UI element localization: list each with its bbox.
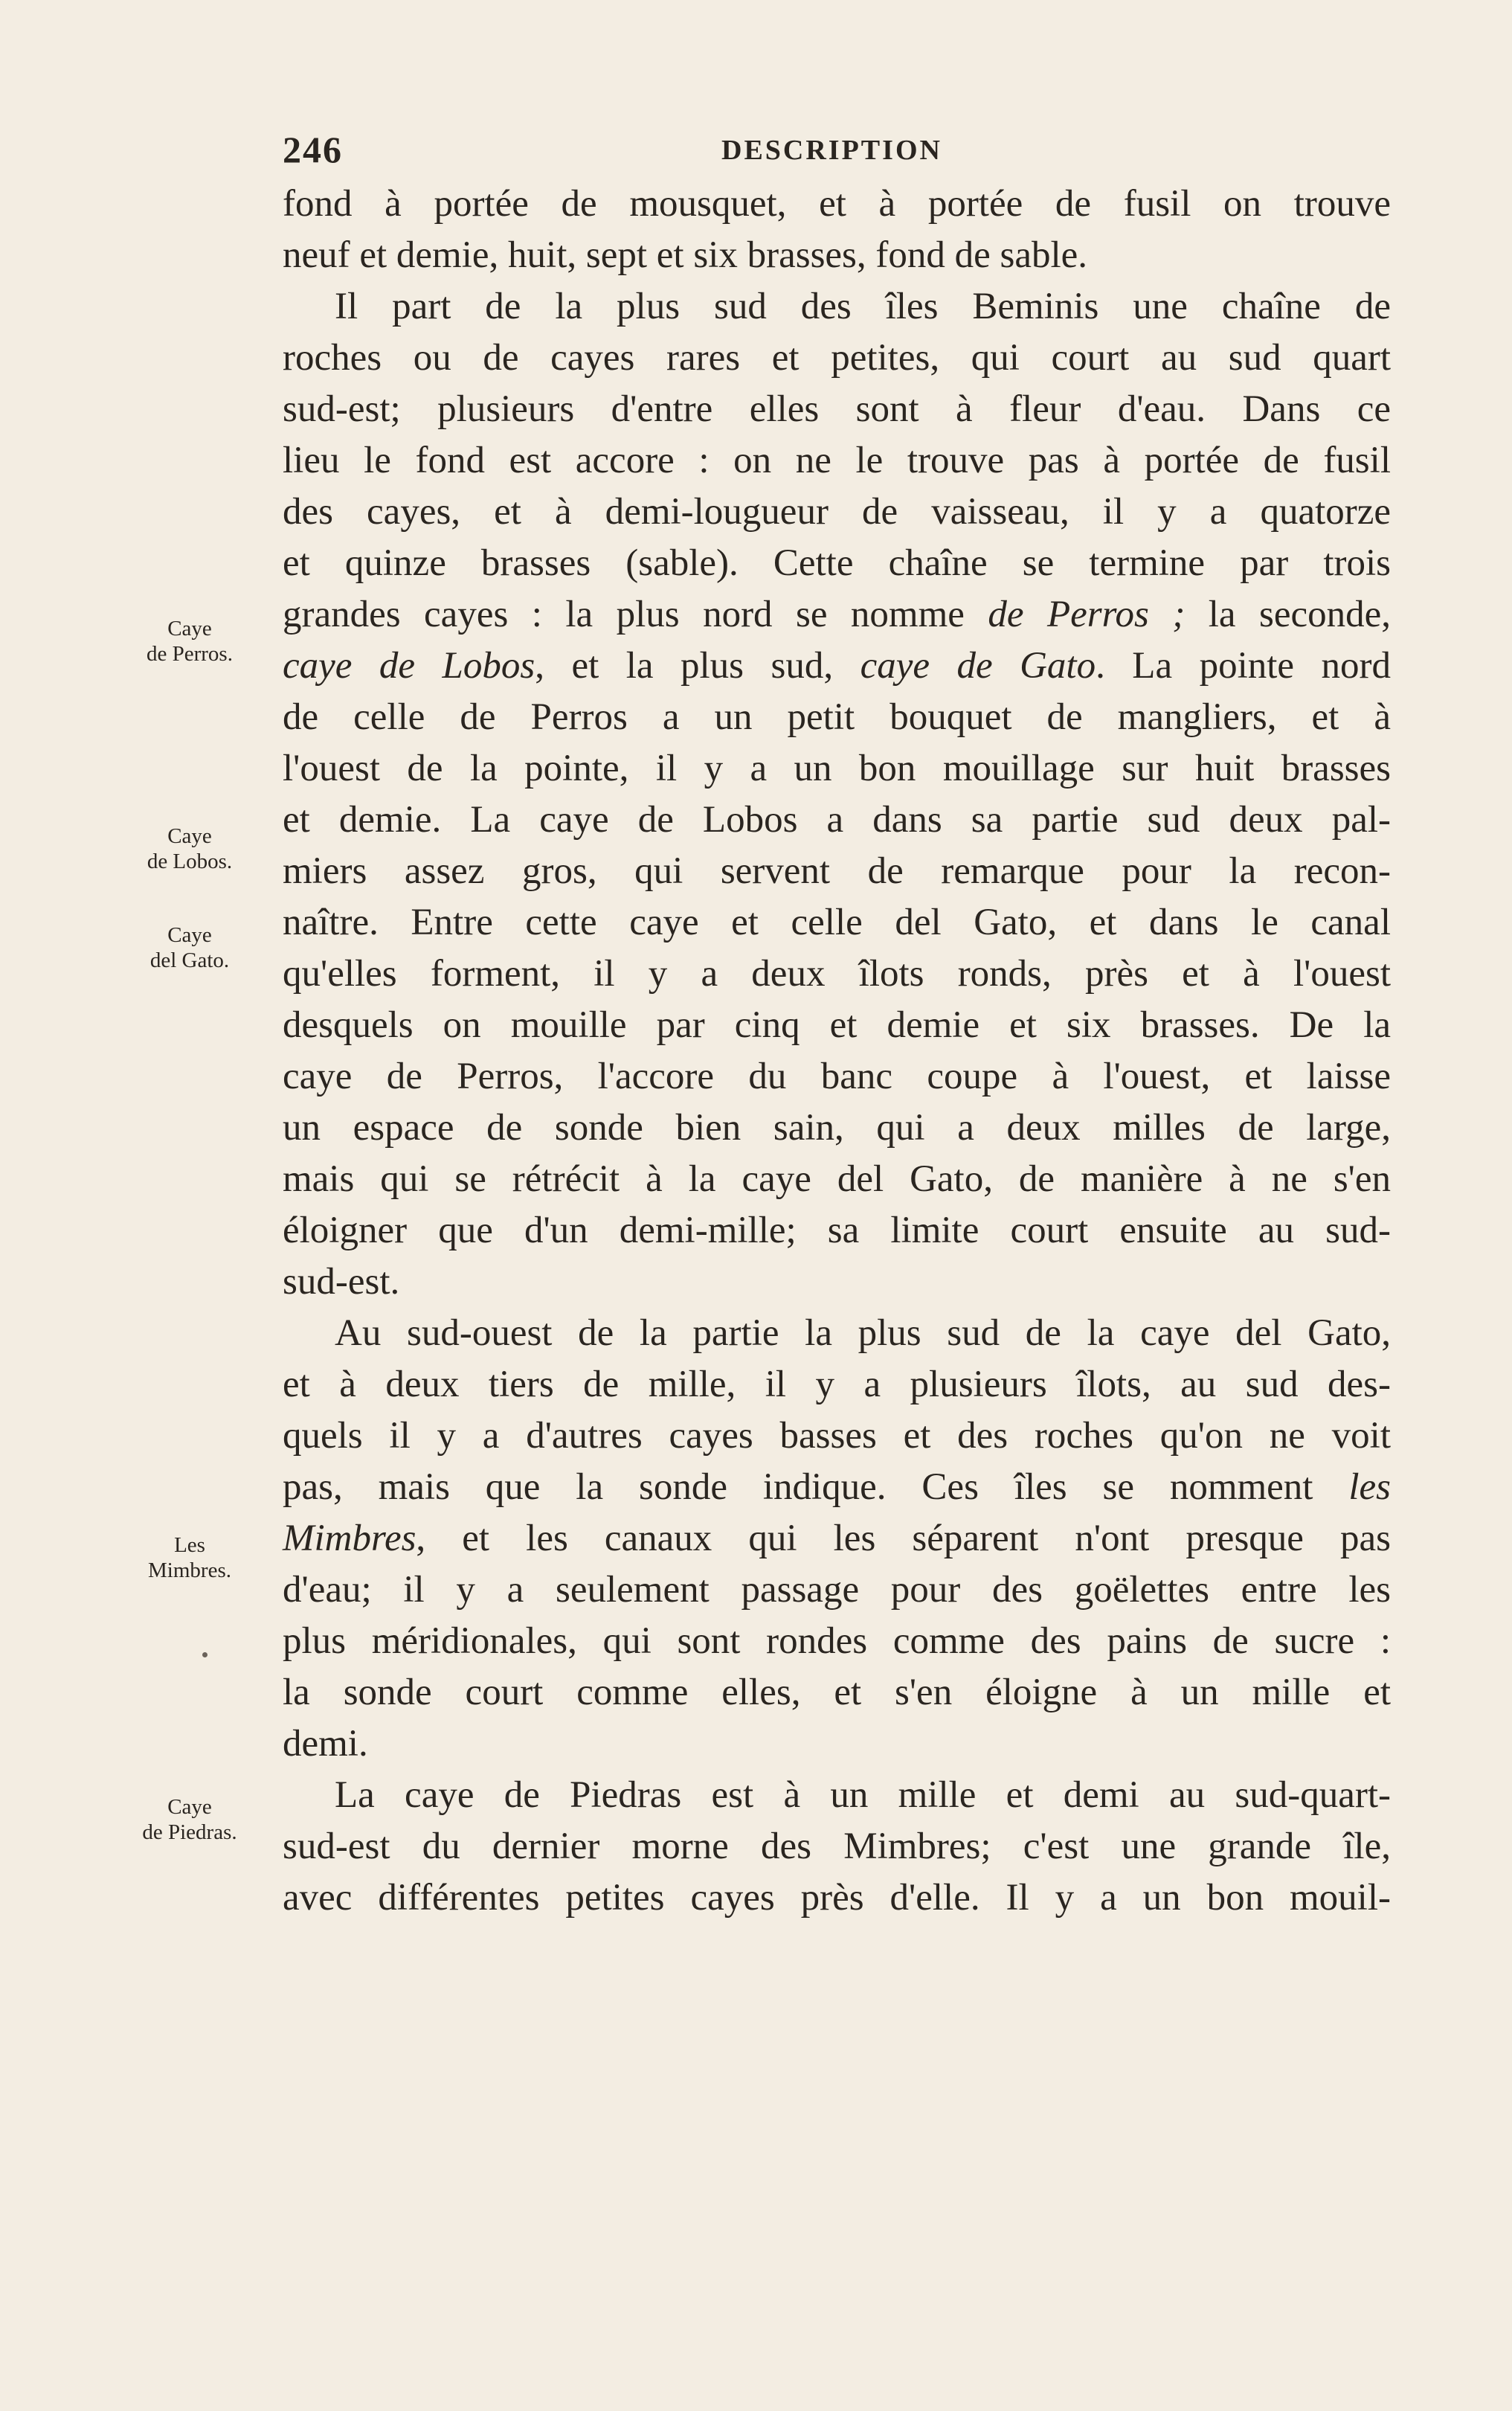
text-line: neuf et demie, huit, sept et six brasses, fond de sable. <box>283 234 1088 276</box>
text-line: plus méridionales, qui sont rondes comme des pains de sucre : <box>283 1620 1391 1662</box>
text-line: roches ou de cayes rares et petites, qui court au sud quart <box>283 337 1391 379</box>
place-name-italic: caye de Lobos <box>283 645 535 687</box>
margin-note-line: de Lobos. <box>147 850 233 873</box>
text-line: et quinze brasses (sable). Cette chaîne se termine par trois <box>283 542 1391 584</box>
margin-note-line: Caye <box>167 1795 212 1819</box>
body-text <box>283 179 1391 1924</box>
margin-note-les-mimbres <box>119 1532 260 1583</box>
margin-note-line: Caye <box>167 617 212 641</box>
running-title: DESCRIPTION <box>721 135 942 166</box>
text-line: d'eau; il y a seulement passage pour des goëlettes entre les <box>283 1569 1391 1611</box>
text-line: miers assez gros, qui servent de remarque pour la recon- <box>283 850 1391 892</box>
text-line: et demie. La caye de Lobos a dans sa partie sud deux pal- <box>283 799 1391 841</box>
text-line: Il part de la plus sud des îles Beminis une chaîne de <box>335 286 1391 327</box>
text-line: éloigner que d'un demi-mille; sa limite court ensuite au sud- <box>283 1210 1391 1251</box>
text-run: , et la plus sud, <box>535 645 860 687</box>
text-line: un espace de sonde bien sain, qui a deux milles de large, <box>283 1107 1391 1149</box>
text-line: mais qui se rétrécit à la caye del Gato, de manière à ne s'en <box>283 1158 1391 1200</box>
margin-note-caye-de-lobos <box>119 824 260 874</box>
text-line: la sonde court comme elles, et s'en éloigne à un mille et <box>283 1672 1391 1713</box>
text-line: de celle de Perros a un petit bouquet de mangliers, et à <box>283 696 1391 738</box>
text-line: demi. <box>283 1723 368 1765</box>
text-run: , et les canaux qui les séparent n'ont presque pas <box>416 1518 1391 1559</box>
margin-note-line: de Piedras. <box>142 1820 237 1844</box>
text-line <box>283 1513 1391 1564</box>
page-header <box>283 128 1391 173</box>
place-name-italic: les <box>1348 1466 1391 1508</box>
text-line: et à deux tiers de mille, il y a plusieurs îlots, au sud des- <box>283 1364 1391 1405</box>
place-name-italic: Mimbres <box>283 1518 416 1559</box>
text-line: naître. Entre cette caye et celle del Gato, et dans le canal <box>283 902 1391 943</box>
text-line: Au sud-ouest de la partie la plus sud de la caye del Gato, <box>335 1312 1391 1354</box>
text-line: sud-est du dernier morne des Mimbres; c'est une grande île, <box>283 1826 1391 1867</box>
margin-note-line: Caye <box>167 824 212 848</box>
text-line: qu'elles forment, il y a deux îlots ronds, près et à l'ouest <box>283 953 1391 995</box>
text-run: la seconde, <box>1185 594 1392 635</box>
text-line: La caye de Piedras est à un mille et demi au sud-quart- <box>335 1774 1391 1816</box>
margin-note-caye-de-perros <box>119 616 260 667</box>
text-line: lieu le fond est accore : on ne le trouve pas à portée de fusil <box>283 440 1391 481</box>
place-name-italic: de Perros ; <box>988 594 1186 635</box>
text-line: desquels on mouille par cinq et demie et six brasses. De la <box>283 1004 1391 1046</box>
margin-note-caye-del-gato <box>119 922 260 973</box>
text-line: l'ouest de la pointe, il y a un bon mouillage sur huit brasses <box>283 748 1391 789</box>
text-run: pas, mais que la sonde indique. Ces îles se nomment <box>283 1466 1349 1508</box>
margin-note-line: Mimbres. <box>148 1558 231 1582</box>
text-line <box>283 589 1391 641</box>
margin-note-line: Les <box>174 1533 205 1557</box>
text-line: sud-est. <box>283 1261 400 1303</box>
print-speck <box>202 1652 208 1657</box>
text-run: . La pointe nord <box>1096 645 1392 687</box>
margin-note-line: Caye <box>167 923 212 947</box>
place-name-italic: caye de Gato <box>860 645 1096 687</box>
text-line: quels il y a d'autres cayes basses et des roches qu'on ne voit <box>283 1415 1391 1457</box>
text-line: des cayes, et à demi-lougueur de vaisseau, il y a quatorze <box>283 491 1391 533</box>
text-line: fond à portée de mousquet, et à portée de fusil on trouve <box>283 183 1391 225</box>
text-line: sud-est; plusieurs d'entre elles sont à fleur d'eau. Dans ce <box>283 388 1391 430</box>
text-line: caye de Perros, l'accore du banc coupe à l'ouest, et laisse <box>283 1056 1391 1097</box>
page-number: 246 <box>283 129 343 170</box>
margin-note-caye-de-piedras <box>119 1794 260 1845</box>
text-run: grandes cayes : la plus nord se nomme <box>283 594 988 635</box>
text-line <box>283 1462 1391 1513</box>
text-line <box>283 641 1391 692</box>
margin-note-line: de Perros. <box>147 642 233 666</box>
margin-note-line: del Gato. <box>149 948 230 972</box>
text-line: avec différentes petites cayes près d'elle. Il y a un bon mouil- <box>283 1877 1391 1919</box>
